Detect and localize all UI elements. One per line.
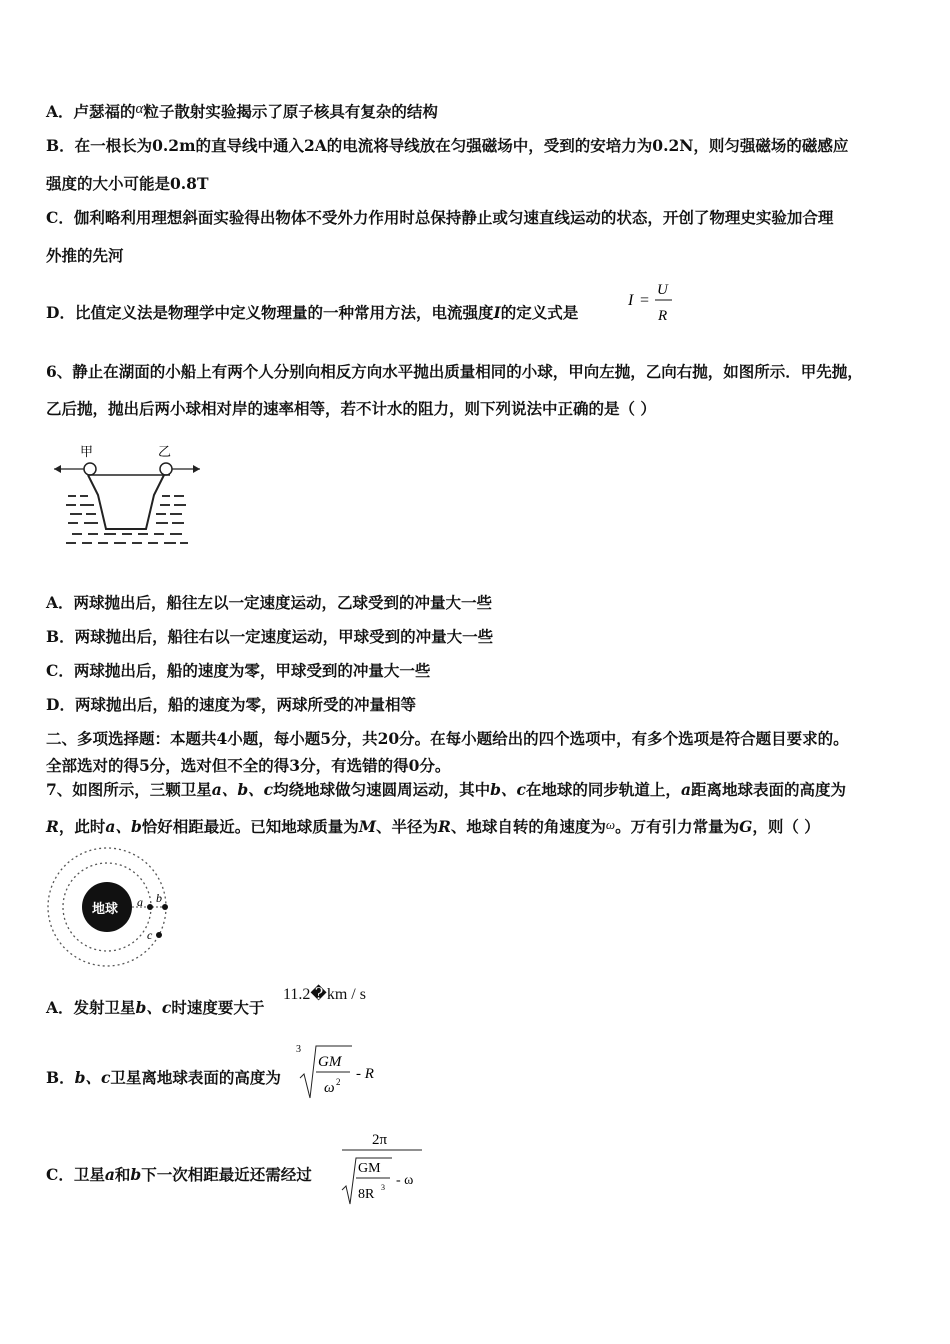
q7-orbit-figure [40,844,180,970]
svg-text:- R: - R [356,1066,374,1082]
q5-option-c-line2: 外推的先河 [46,246,124,265]
q5-option-b-line1: B．在一根长为0.2m的直导线中通入2A的电流将导线放在匀强磁场中，受到的安培力为0.2N，则匀强磁场的磁感应 [46,136,849,155]
q6-option-c: C．两球抛出后，船的速度为零，甲球受到的冲量大一些 [46,661,431,680]
svg-text:3: 3 [381,1183,385,1192]
section2-header-line2: 全部选对的得5分，选对但不全的得3分，有选错的得0分。 [46,756,451,775]
q5-option-b-line2: 强度的大小可能是0.8T [46,174,209,193]
svg-text:=: = [640,292,650,309]
q5-formula-current [624,276,684,326]
q5-option-d: D．比值定义法是物理学中定义物理量的一种常用方法，电流强度I的定义式是 [46,303,579,322]
svg-text:a: a [137,895,143,909]
satellite-c [156,932,162,938]
satellite-a [147,904,153,910]
q7-option-b: B．b、c卫星离地球表面的高度为 [46,1068,281,1087]
q7-option-a-formula: 11.2�km / s [283,986,366,1003]
svg-text:b: b [156,891,162,905]
svg-text:2π: 2π [372,1132,388,1148]
svg-text:8R: 8R [358,1187,375,1202]
svg-text:2: 2 [336,1077,341,1087]
svg-text:3: 3 [296,1044,301,1055]
figure-label-yi: 乙 [158,444,172,459]
q7-option-c: C．卫星a和b下一次相距最近还需经过 [46,1165,312,1184]
svg-text:ω: ω [324,1080,335,1096]
svg-text:R: R [658,308,668,324]
q6-boat-figure [52,438,204,554]
q6-stem-line2: 乙后抛，抛出后两小球相对岸的速率相等，若不计水的阻力，则下列说法中正确的是（ ） [46,399,656,418]
q5-option-c-line1: C．伽利略利用理想斜面实验得出物体不受外力作用时总保持静止或匀速直线运动的状态，开创了物理史实验加合理 [46,208,834,227]
q6-option-b: B．两球抛出后，船往右以一定速度运动，甲球受到的冲量大一些 [46,627,494,646]
svg-text:- ω: - ω [396,1173,414,1188]
earth-label: 地球 [92,901,119,916]
svg-text:GM: GM [358,1161,381,1176]
q6-option-a: A．两球抛出后，船往左以一定速度运动，乙球受到的冲量大一些 [46,593,493,612]
section2-header-line1: 二、多项选择题：本题共4小题，每小题5分，共20分。在每小题给出的四个选项中，有多个选项是符合题目要求的。 [46,729,849,748]
svg-text:U: U [657,282,668,298]
q6-option-d: D．两球抛出后，船的速度为零，两球所受的冲量相等 [46,695,416,714]
q7-stem-line1: 7、如图所示，三颗卫星a、b、c均绕地球做匀速圆周运动，其中b、c在地球的同步轨道上，a距离地球表面的高度为 [46,780,846,799]
satellite-b [162,904,168,910]
q6-stem-line1: 6、静止在湖面的小船上有两个人分别向相反方向水平抛出质量相同的小球，甲向左抛，乙向右抛，如图所示．甲先抛， [46,362,863,381]
svg-text:GM: GM [318,1054,342,1070]
svg-text:c: c [147,928,153,942]
q7-option-b-formula [294,1040,394,1102]
svg-text:I: I [628,292,634,309]
q7-stem-line2: R，此时a、b恰好相距最近。已知地球质量为M、半径为R、地球自转的角速度为ω。万有引力常量为G，则（ ） [46,817,820,836]
q5-option-a: A．卢瑟福的α粒子散射实验揭示了原子核具有复杂的结构 [46,101,438,121]
q7-option-a: A．发射卫星b、c时速度要大于 [46,998,265,1017]
figure-label-jia: 甲 [80,444,94,459]
q7-option-c-formula [340,1126,436,1210]
